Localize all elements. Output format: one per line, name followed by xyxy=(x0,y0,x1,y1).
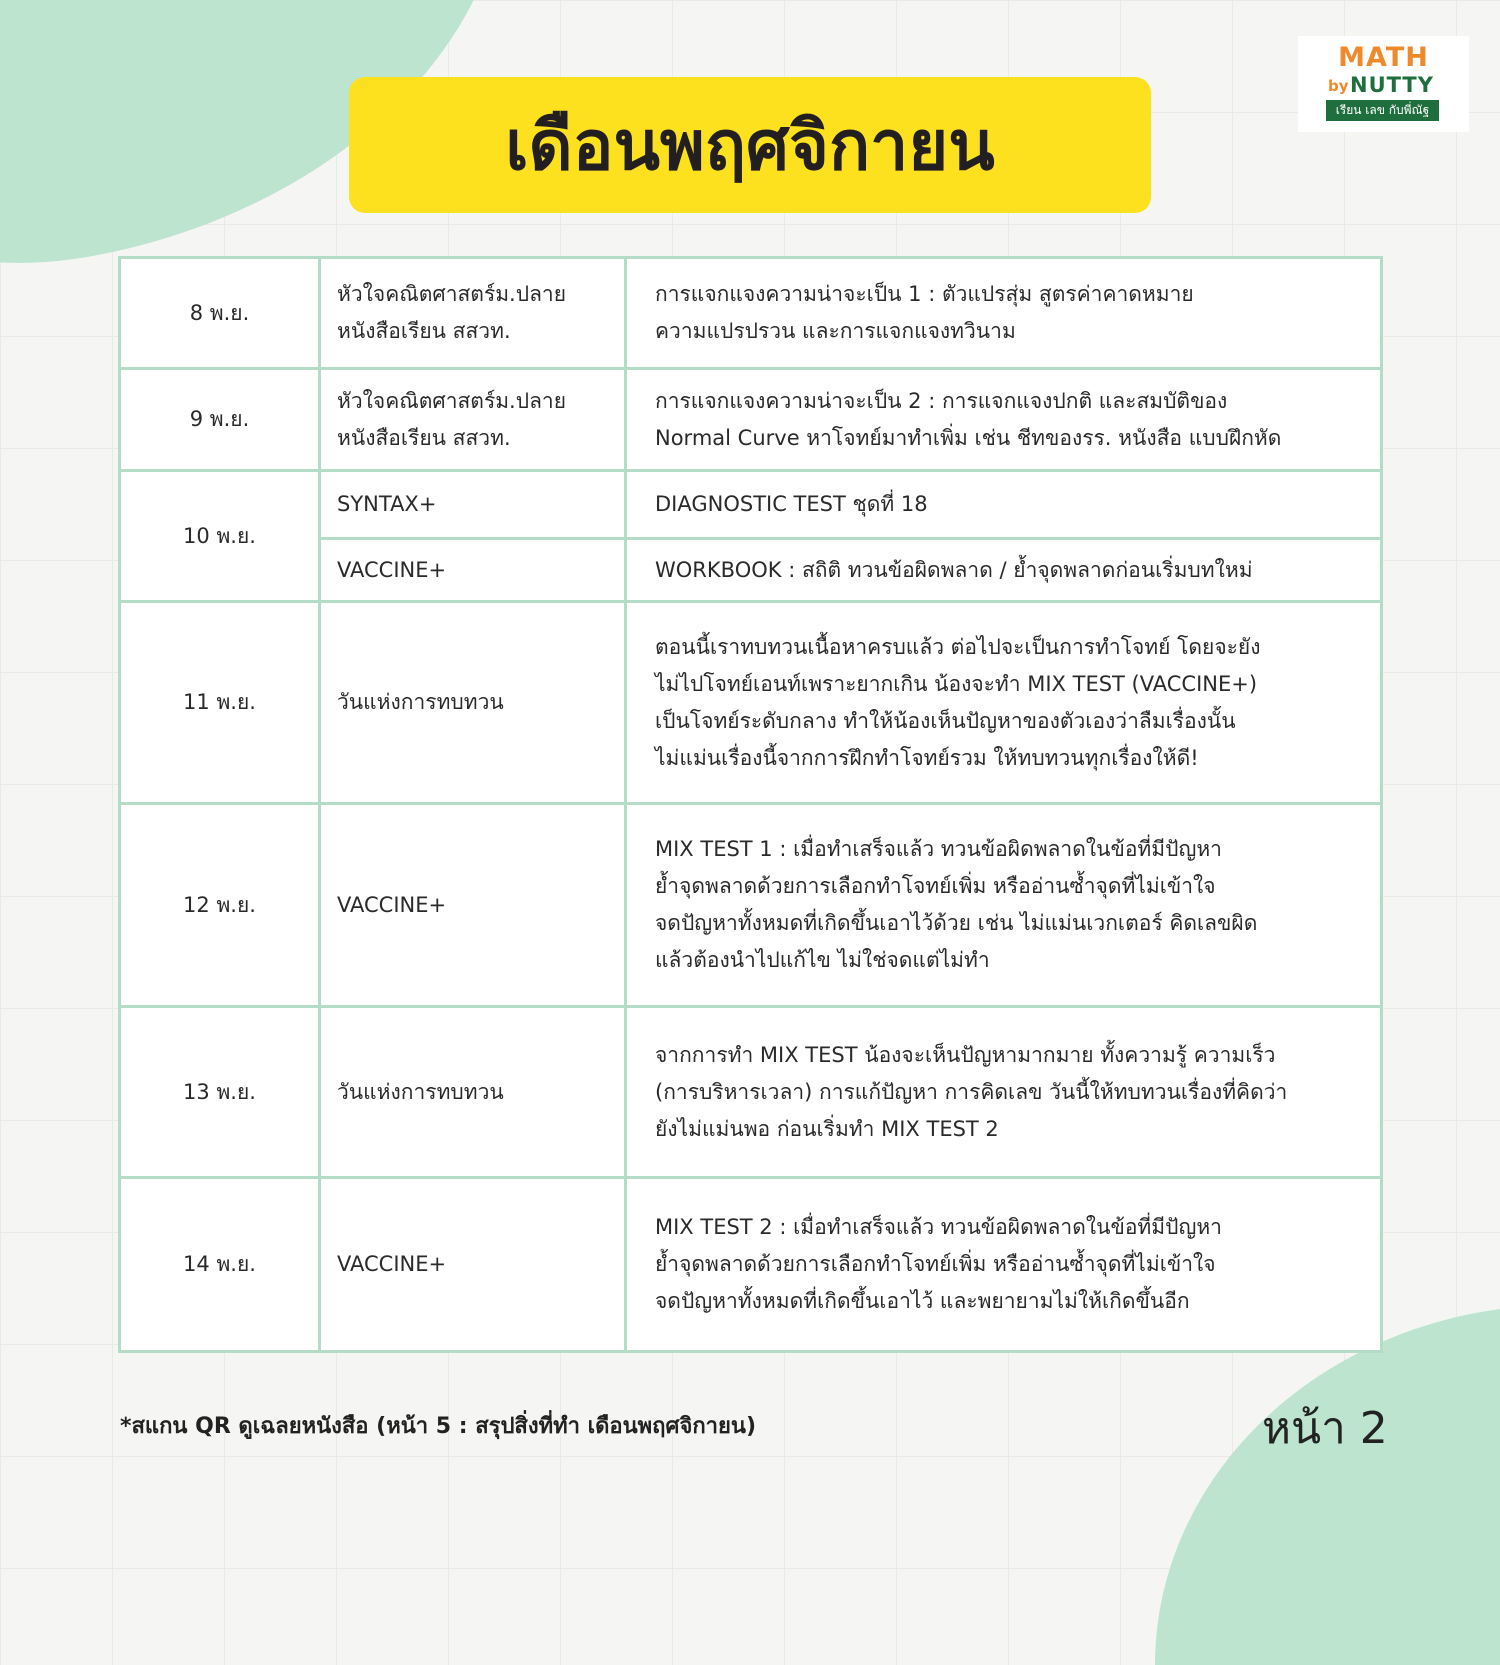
description-line: ไม่แม่นเรื่องนี้จากการฝึกทำโจทย์รวม ให้ทบทวนทุกเรื่องให้ดี! xyxy=(655,745,1199,770)
description-cell xyxy=(626,369,1382,471)
description-line: ย้ำจุดพลาดด้วยการเลือกทำโจทย์เพิ่ม หรืออ่านซ้ำจุดที่ไม่เข้าใจ xyxy=(655,1252,1216,1276)
subject-line: หนังสือเรียน สสวท. xyxy=(337,319,511,343)
date-cell: 9 พ.ย. xyxy=(120,369,320,471)
description-line: (การบริหารเวลา) การแก้ปัญหา การคิดเลข วันนี้ให้ทบทวนเรื่องที่คิดว่า xyxy=(655,1079,1288,1104)
date-cell: 13 พ.ย. xyxy=(120,1007,320,1178)
page-number: หน้า 2 xyxy=(1262,1403,1388,1454)
subject-line: VACCINE+ xyxy=(337,892,447,917)
subject-line: VACCINE+ xyxy=(337,1252,447,1276)
title-banner xyxy=(349,77,1151,213)
description-line: จดปัญหาทั้งหมดที่เกิดขึ้นเอาไว้ด้วย เช่น ไม่แม่นเวกเตอร์ คิดเลขผิด xyxy=(655,911,1258,935)
subject-line: หัวใจคณิตศาสตร์ม.ปลาย xyxy=(337,388,567,413)
schedule-table xyxy=(118,256,1383,1353)
logo-nutty-text: NUTTY xyxy=(1350,73,1434,97)
subject-cell xyxy=(320,1007,626,1178)
qr-footnote: *สแกน QR ดูเฉลยหนังสือ (หน้า 5 : สรุปสิ่งที่ทำ เดือนพฤศจิกายน) xyxy=(120,1414,757,1439)
description-cell xyxy=(626,1178,1382,1352)
description-cell xyxy=(626,1007,1382,1178)
description-line: Normal Curve หาโจทย์มาทำเพิ่ม เช่น ชีทของรร. หนังสือ แบบฝึกหัด xyxy=(655,425,1282,450)
subject-line: หนังสือเรียน สสวท. xyxy=(337,425,511,450)
date-cell: 14 พ.ย. xyxy=(120,1178,320,1352)
date-cell: 11 พ.ย. xyxy=(120,602,320,804)
table-row xyxy=(120,258,1382,369)
description-cell: WORKBOOK : สถิติ ทวนข้อผิดพลาด / ย้ำจุดพลาดก่อนเริ่มบทใหม่ xyxy=(626,539,1382,602)
description-line: การแจกแจงความน่าจะเป็น 1 : ตัวแปรสุ่ม สูตรค่าคาดหมาย xyxy=(655,282,1194,306)
subject-line: วันแห่งการทบทวน xyxy=(337,690,504,714)
description-line: เป็นโจทย์ระดับกลาง ทำให้น้องเห็นปัญหาของตัวเองว่าลืมเรื่องนั้น xyxy=(655,708,1236,733)
subject-cell: SYNTAX+ xyxy=(320,471,626,539)
description-line: ตอนนี้เราทบทวนเนื้อหาครบแล้ว ต่อไปจะเป็นการทำโจทย์ โดยจะยัง xyxy=(655,634,1261,659)
date-cell: 12 พ.ย. xyxy=(120,804,320,1007)
description-line: จากการทำ MIX TEST น้องจะเห็นปัญหามากมาย ทั้งความรู้ ความเร็ว xyxy=(655,1042,1276,1067)
page-title: เดือนพฤศจิกายน xyxy=(505,107,995,186)
description-line: ยังไม่แม่นพอ ก่อนเริ่มทำ MIX TEST 2 xyxy=(655,1116,999,1141)
description-line: MIX TEST 1 : เมื่อทำเสร็จแล้ว ทวนข้อผิดพลาดในข้อที่มีปัญหา xyxy=(655,837,1222,861)
logo-tagline: เรียน เลข กับพี่ณัฐ xyxy=(1326,100,1439,121)
subject-line: วันแห่งการทบทวน xyxy=(337,1079,504,1104)
subject-cell xyxy=(320,258,626,369)
decorative-blob-bottom-right xyxy=(1155,1305,1500,1665)
description-cell xyxy=(626,258,1382,369)
logo-math-text: MATH xyxy=(1338,42,1429,73)
description-line: ไม่ไปโจทย์เอนท์เพราะยากเกิน น้องจะทำ MIX TEST (VACCINE+) xyxy=(655,671,1258,696)
subject-cell xyxy=(320,804,626,1007)
subject-cell xyxy=(320,602,626,804)
subject-cell: VACCINE+ xyxy=(320,539,626,602)
description-line: จดปัญหาทั้งหมดที่เกิดขึ้นเอาไว้ และพยายามไม่ให้เกิดขึ้นอีก xyxy=(655,1289,1190,1313)
table-row xyxy=(120,1007,1382,1178)
logo-by-text: by xyxy=(1328,77,1349,95)
description-line: แล้วต้องนำไปแก้ไข ไม่ใช่จดแต่ไม่ทำ xyxy=(655,948,990,972)
description-cell xyxy=(626,602,1382,804)
table-row xyxy=(120,471,1382,539)
subject-cell xyxy=(320,369,626,471)
description-line: ความแปรปรวน และการแจกแจงทวินาม xyxy=(655,319,1016,343)
description-line: การแจกแจงความน่าจะเป็น 2 : การแจกแจงปกติ และสมบัติของ xyxy=(655,388,1228,413)
subject-line: หัวใจคณิตศาสตร์ม.ปลาย xyxy=(337,282,567,306)
date-cell: 8 พ.ย. xyxy=(120,258,320,369)
date-cell: 10 พ.ย. xyxy=(120,471,320,602)
table-row xyxy=(120,369,1382,471)
table-row xyxy=(120,602,1382,804)
description-cell xyxy=(626,804,1382,1007)
brand-logo xyxy=(1298,36,1469,132)
description-line: MIX TEST 2 : เมื่อทำเสร็จแล้ว ทวนข้อผิดพลาดในข้อที่มีปัญหา xyxy=(655,1215,1222,1239)
description-line: ย้ำจุดพลาดด้วยการเลือกทำโจทย์เพิ่ม หรืออ่านซ้ำจุดที่ไม่เข้าใจ xyxy=(655,874,1216,898)
table-row xyxy=(120,1178,1382,1352)
description-cell: DIAGNOSTIC TEST ชุดที่ 18 xyxy=(626,471,1382,539)
table-row xyxy=(120,804,1382,1007)
subject-cell xyxy=(320,1178,626,1352)
